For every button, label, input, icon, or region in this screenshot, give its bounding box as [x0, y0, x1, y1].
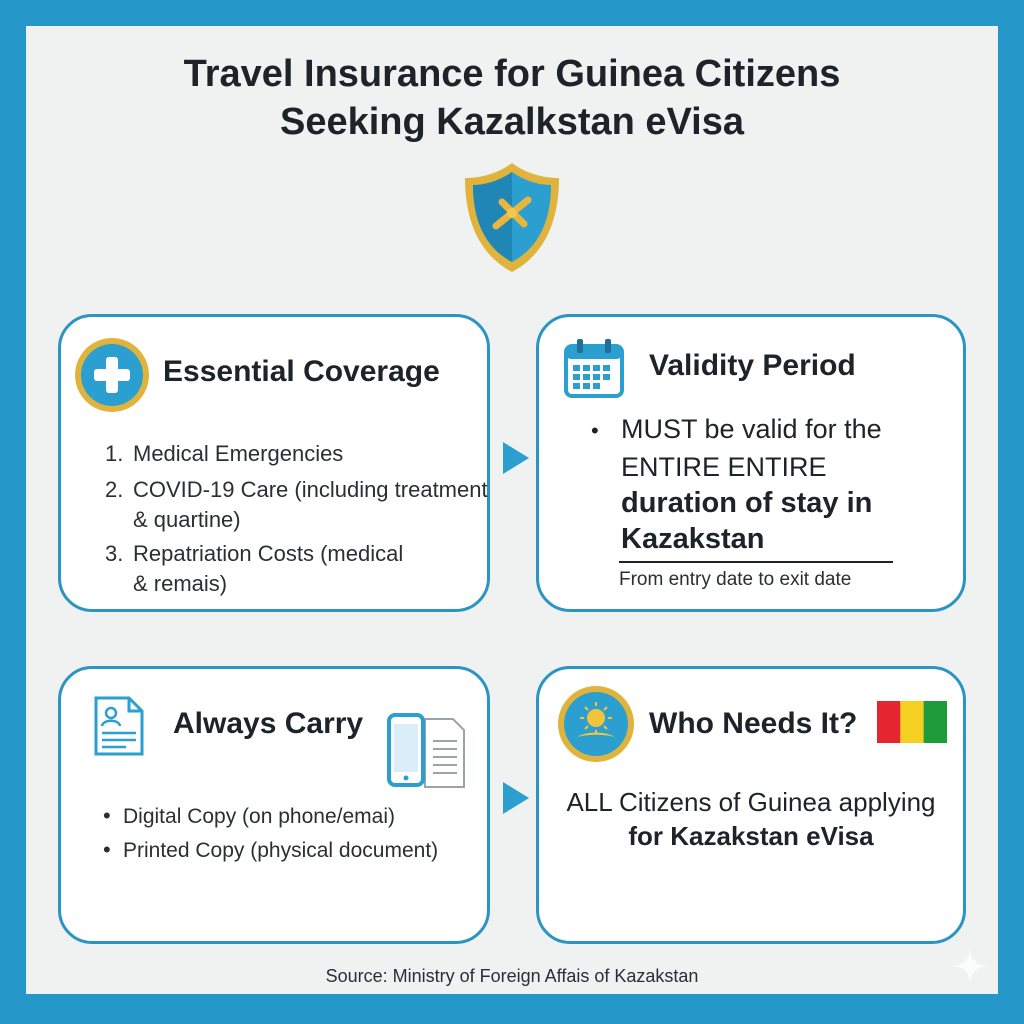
divider	[619, 561, 893, 563]
always-carry-title: Always Carry	[173, 707, 364, 740]
page-title	[0, 50, 1024, 146]
shield-icon	[462, 160, 562, 275]
essential-coverage-card	[58, 314, 490, 612]
coverage-item-3: 3. Repatriation Costs (medical & remais)	[105, 541, 404, 596]
coverage-item-1: 1. Medical Emergencies	[105, 441, 344, 466]
essential-coverage-title: Essential Coverage	[163, 355, 440, 388]
phone-documents-icon	[385, 713, 467, 791]
carry-item-1: • Digital Copy (on phone/emai)	[103, 803, 395, 828]
title-line-1: Travel Insurance for Guinea Citizens	[183, 53, 841, 95]
carry-item-2: • Printed Copy (physical document)	[103, 837, 439, 862]
validity-requirement-text: • MUST be valid for the ENTIRE ENTIRE duration of stay in Kazakstan	[591, 414, 882, 555]
who-needs-it-line-2: for Kazakstan eVisa	[628, 821, 874, 851]
coverage-item-2: 2. COVID-19 Care (including treatment & quartine)	[105, 477, 488, 532]
arrow-right-icon	[503, 782, 529, 814]
who-needs-it-card	[536, 666, 966, 944]
arrow-right-icon	[503, 442, 529, 474]
title-line-2: Seeking Kazalkstan eVisa	[280, 101, 744, 143]
guinea-flag-icon	[877, 701, 947, 743]
document-icon	[93, 695, 145, 757]
calendar-icon	[563, 337, 625, 399]
validity-period-card	[536, 314, 966, 612]
who-needs-it-line-1: ALL Citizens of Guinea applying	[566, 787, 936, 817]
always-carry-card	[58, 666, 490, 944]
source-footer: Source: Ministry of Foreign Affais of Kazakstan	[325, 966, 699, 986]
validity-period-title: Validity Period	[649, 349, 856, 382]
validity-note: From entry date to exit date	[619, 569, 852, 590]
medical-cross-icon	[74, 337, 150, 413]
kazakhstan-emblem-icon	[557, 685, 635, 763]
who-needs-it-title: Who Needs It?	[649, 707, 858, 740]
sparkle-icon	[950, 946, 990, 986]
